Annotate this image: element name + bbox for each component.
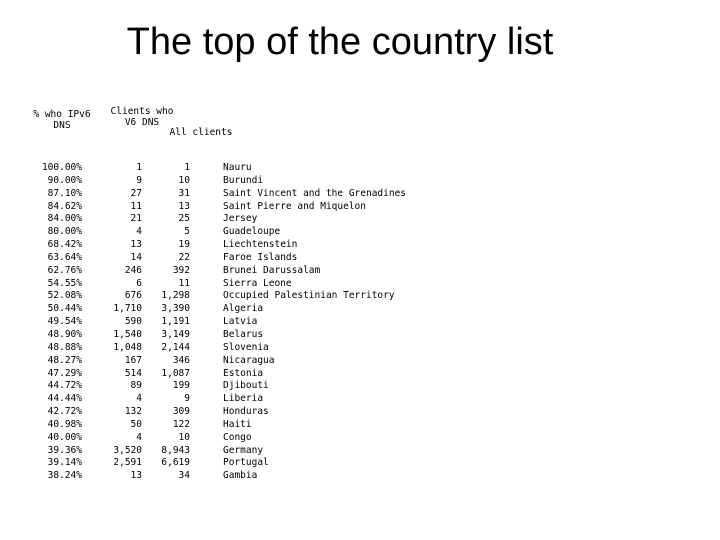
country-name-cell: Algeria	[223, 303, 264, 315]
v6-clients-cell: 4	[136, 393, 142, 405]
percent-cell: 47.29%	[47, 367, 82, 379]
table-row	[0, 342, 720, 355]
v6-clients-cell: 6	[136, 277, 142, 289]
percent-cell: 42.72%	[47, 406, 82, 418]
percent-cell: 39.14%	[47, 457, 82, 469]
country-name-cell: Germany	[223, 444, 264, 456]
header-v6-clients: Clients who V6 DNS	[110, 106, 174, 128]
v6-clients-cell: 514	[124, 367, 142, 379]
header-all-clients: All clients	[169, 127, 233, 138]
v6-clients-cell: 27	[130, 187, 142, 199]
all-clients-cell: 5	[184, 226, 190, 238]
all-clients-cell: 25	[178, 213, 190, 225]
percent-cell: 84.62%	[47, 200, 82, 212]
all-clients-cell: 1,191	[161, 316, 190, 328]
country-name-cell: Guadeloupe	[223, 226, 281, 238]
percent-cell: 48.88%	[47, 341, 82, 353]
all-clients-cell: 22	[178, 251, 190, 263]
percent-cell: 48.27%	[47, 354, 82, 366]
table-row	[0, 265, 720, 278]
country-name-cell: Saint Vincent and the Grenadines	[223, 187, 407, 199]
country-name-cell: Saint Pierre and Miquelon	[223, 200, 366, 212]
v6-clients-cell: 3,520	[113, 444, 142, 456]
table-row	[0, 470, 720, 483]
country-name-cell: Occupied Palestinian Territory	[223, 290, 395, 302]
all-clients-cell: 309	[172, 406, 190, 418]
percent-cell: 49.54%	[47, 316, 82, 328]
percent-cell: 62.76%	[47, 264, 82, 276]
all-clients-cell: 392	[172, 264, 190, 276]
v6-clients-cell: 246	[124, 264, 142, 276]
country-name-cell: Honduras	[223, 406, 269, 418]
table-row	[0, 355, 720, 368]
table-row	[0, 175, 720, 188]
percent-cell: 52.08%	[47, 290, 82, 302]
page-title: The top of the country list	[126, 21, 554, 63]
all-clients-cell: 1,087	[161, 367, 190, 379]
country-table	[0, 162, 720, 483]
table-row	[0, 445, 720, 458]
v6-clients-cell: 13	[130, 239, 142, 251]
table-row	[0, 201, 720, 214]
all-clients-cell: 346	[172, 354, 190, 366]
table-row	[0, 278, 720, 291]
country-name-cell: Burundi	[223, 174, 264, 186]
table-row	[0, 290, 720, 303]
v6-clients-cell: 1	[136, 162, 142, 173]
country-name-cell: Liechtenstein	[223, 239, 298, 251]
v6-clients-cell: 1,540	[113, 328, 142, 340]
percent-cell: 54.55%	[47, 277, 82, 289]
table-row	[0, 188, 720, 201]
percent-cell: 48.90%	[47, 328, 82, 340]
all-clients-cell: 9	[184, 393, 190, 405]
v6-clients-cell: 14	[130, 251, 142, 263]
all-clients-cell: 6,619	[161, 457, 190, 469]
country-name-cell: Gambia	[223, 470, 258, 482]
all-clients-cell: 34	[178, 470, 190, 482]
v6-clients-cell: 13	[130, 470, 142, 482]
all-clients-cell: 199	[172, 380, 190, 392]
country-name-cell: Portugal	[223, 457, 269, 469]
country-name-cell: Faroe Islands	[223, 251, 298, 263]
all-clients-cell: 3,149	[161, 328, 190, 340]
country-name-cell: Belarus	[223, 328, 264, 340]
all-clients-cell: 31	[178, 187, 190, 199]
table-row	[0, 380, 720, 393]
all-clients-cell: 11	[178, 277, 190, 289]
country-name-cell: Sierra Leone	[223, 277, 292, 289]
all-clients-cell: 1,298	[161, 290, 190, 302]
table-row	[0, 213, 720, 226]
percent-cell: 63.64%	[47, 251, 82, 263]
v6-clients-cell: 676	[124, 290, 142, 302]
table-row	[0, 252, 720, 265]
table-row	[0, 303, 720, 316]
country-name-cell: Slovenia	[223, 341, 269, 353]
table-row	[0, 316, 720, 329]
v6-clients-cell: 1,048	[113, 341, 142, 353]
v6-clients-cell: 21	[130, 213, 142, 225]
percent-cell: 44.72%	[47, 380, 82, 392]
table-row	[0, 226, 720, 239]
v6-clients-cell: 89	[130, 380, 142, 392]
all-clients-cell: 10	[178, 174, 190, 186]
all-clients-cell: 8,943	[161, 444, 190, 456]
country-name-cell: Congo	[223, 431, 252, 443]
table-row	[0, 432, 720, 445]
v6-clients-cell: 590	[124, 316, 142, 328]
percent-cell: 90.00%	[47, 174, 82, 186]
country-name-cell: Haiti	[223, 418, 252, 430]
percent-cell: 39.36%	[47, 444, 82, 456]
all-clients-cell: 1	[184, 162, 190, 173]
all-clients-cell: 3,390	[161, 303, 190, 315]
v6-clients-cell: 50	[130, 418, 142, 430]
country-name-cell: Djibouti	[223, 380, 269, 392]
percent-cell: 40.98%	[47, 418, 82, 430]
percent-cell: 38.24%	[47, 470, 82, 482]
country-name-cell: Nauru	[223, 162, 252, 173]
v6-clients-cell: 167	[124, 354, 142, 366]
v6-clients-cell: 4	[136, 226, 142, 238]
percent-cell: 100.00%	[41, 162, 82, 173]
header-percent-ipv6: % who IPv6 DNS	[33, 109, 91, 131]
v6-clients-cell: 11	[130, 200, 142, 212]
country-name-cell: Liberia	[223, 393, 264, 405]
all-clients-cell: 19	[178, 239, 190, 251]
v6-clients-cell: 9	[136, 174, 142, 186]
v6-clients-cell: 4	[136, 431, 142, 443]
v6-clients-cell: 132	[124, 406, 142, 418]
country-name-cell: Jersey	[223, 213, 258, 225]
country-name-cell: Brunei Darussalam	[223, 264, 321, 276]
country-name-cell: Estonia	[223, 367, 264, 379]
percent-cell: 40.00%	[47, 431, 82, 443]
table-row	[0, 329, 720, 342]
table-row	[0, 406, 720, 419]
all-clients-cell: 13	[178, 200, 190, 212]
all-clients-cell: 122	[172, 418, 190, 430]
table-row	[0, 457, 720, 470]
percent-cell: 87.10%	[47, 187, 82, 199]
table-row	[0, 393, 720, 406]
v6-clients-cell: 1,710	[113, 303, 142, 315]
table-row	[0, 419, 720, 432]
country-name-cell: Latvia	[223, 316, 258, 328]
all-clients-cell: 2,144	[161, 341, 190, 353]
table-row	[0, 239, 720, 252]
country-name-cell: Nicaragua	[223, 354, 275, 366]
table-row	[0, 162, 720, 175]
percent-cell: 68.42%	[47, 239, 82, 251]
table-row	[0, 368, 720, 381]
percent-cell: 50.44%	[47, 303, 82, 315]
percent-cell: 44.44%	[47, 393, 82, 405]
v6-clients-cell: 2,591	[113, 457, 142, 469]
percent-cell: 80.00%	[47, 226, 82, 238]
percent-cell: 84.00%	[47, 213, 82, 225]
all-clients-cell: 10	[178, 431, 190, 443]
